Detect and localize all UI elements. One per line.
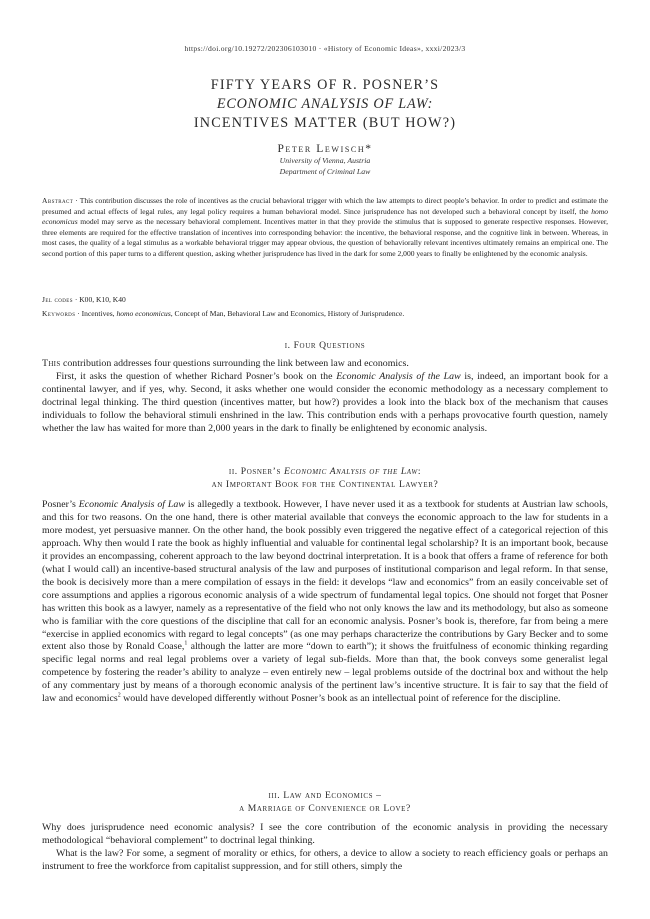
keywords-italic: homo economicus (116, 309, 171, 318)
section-2-body (42, 499, 608, 706)
jel-codes (42, 295, 608, 306)
keywords-text-2: , Concept of Man, Behavioral Law and Economics, History of Jurisprudence. (170, 309, 405, 318)
abstract-text-2: model may serve as the necessary behavioral complement. Incentives matter in that they provide the stimulus that is supposed to generate respective responses. However, three elements are required for the effective translation of incentives into corresponding behavior: the incentive, the behavioral response, and the cognitive link in between. Whereas, in most cases, the quality of a legal stimulus as a workable behavioral trigger may appear obvious, the question of behaviorally relevant incentives ultimately remains an empirical one. The second portion of this paper turns to a different question, asking whether jurisprudence has lived in the dark for some 2,000 years to finally be enlightened by the economic analysis. (42, 217, 608, 258)
section-2-para-1-b: is allegedly a textbook. However, I have never used it as a textbook for students at Austrian law schools, and this for two reasons. On the one hand, there is other material available that conveys the economic approach to the law for students in a more modest, yet persuasive manner. On the other hand, the book possibly even triggered the negative effect of a categorical rejection of this approach. Why then would I rate the book as highly influential and valuable for continental legal scholarship? It is an important book, because it provides an encompassing, coherent approach to the law beyond doctrinal interpretation. It is a book that offers a frame of reference for both (what I would call) an incentive-based structural analysis of the law and purposes of institutional comparison and legal reform. In that sense, the book is decisively more than a mere compilation of essays in the field: it develops “law and economics” from an easily conceivable set of core assumptions and applies a rigorous economic analysis of a wide spectrum of fundamental legal topics. One should not forget that Posner has written this book as a lawyer, namely as a representative of the field who not only knows the law and its methodology, but also as someone who is familiar with the core questions of the discipline that call for an economic analysis. Posner’s book is, therefore, far from being a mere “exercise in applied economics with regard to legal concepts” (as one may perhaps characterize the contributions by Gary Becker and to some extent also those by Ronald Coase, (42, 499, 609, 653)
section-2-heading-b: : (417, 466, 422, 477)
abstract-text-1: This contribution discusses the role of incentives as the crucial behavioral trigger with which the law attempts to direct people’s behavior. In order to predict and estimate the presumed and actual effects of legal rules, any legal policy requires a human behavioral model. Since jurisprudence has not developed such a behavioral concept by itself, the (42, 196, 609, 216)
author-affiliation-2: Department of Criminal Law (279, 167, 371, 176)
title-line-1: FIFTY YEARS OF R. POSNER’S (210, 77, 440, 93)
abstract-label: Abstract (42, 196, 74, 205)
author-name: Peter Lewisch* (277, 143, 373, 155)
section-1-book-title: Economic Analysis of the Law (336, 370, 461, 382)
author-affiliation-1: University of Vienna, Austria (279, 156, 371, 165)
keywords (42, 309, 608, 320)
section-3-heading (0, 790, 650, 815)
section-2-para-1-d: would have developed differently without Posner’s book as an intellectual point of reference for the discipline. (120, 693, 561, 705)
section-2-para-1-a: Posner’s (42, 499, 79, 510)
title-line-2: ECONOMIC ANALYSIS OF LAW: (216, 96, 434, 112)
section-3-para-2: What is the law? For some, a segment of morality or ethics, for others, a device to allow a society to reach efficiency goals or perhaps an instrument to free the workforce from capitalist suppression, and for still others, simply the (42, 847, 608, 872)
section-2-heading-italic: Economic Analysis of the Law (283, 466, 418, 477)
keywords-label: Keywords (42, 309, 76, 318)
section-1-para-1 (42, 358, 608, 371)
title-line-3: INCENTIVES MATTER (BUT HOW?) (193, 115, 457, 131)
section-1-heading: i. Four Questions (284, 340, 366, 351)
section-2-para-1-c: although the latter are more “down to earth”); it shows the fruitfulness of economic thinking regarding specific legal norms and real legal problems over a variety of legal sub-fields. More than that, the book conveys some generalist legal competence by fostering the reader’s ability to analyze – even entirely new – legal problems outside of the doctrinal box and without the help of any commentary just by means of a thorough economic analysis of the pertinent law’s incentive structure. It is fair to say that the field of law and economics (42, 641, 608, 705)
section-1-para-2-a: First, it asks the question of whether Richard Posner’s book on the (56, 370, 337, 382)
section-1-para-1-text: contribution addresses four questions surrounding the link between law and economics. (60, 358, 409, 369)
section-1-body (42, 358, 608, 436)
footnote-ref-2[interactable]: 2 (117, 693, 121, 699)
section-2-book-title: Economic Analysis of Law (78, 499, 185, 510)
section-2-heading-line-2: an Important Book for the Continental Lawyer? (211, 478, 439, 490)
jel-value: K00, K10, K40 (79, 295, 126, 304)
abstract-sep: · (73, 196, 80, 205)
keywords-sep: · (75, 309, 82, 318)
section-1-para-2-b: is, indeed, an important book for a continental lawyer, and if yes, why. Second, it asks whether one would consider the economic methodology as a necessary complement to doctrinal legal thinking. The third question (incentives matter, but how?) provides a look into the black box of the mechanism that causes individuals to follow the behavioral stimuli enshrined in the law. This contribution ends with a perhaps provocative fourth question, namely whether the law has waited for more than 2,000 years in the dark to finally be enlightened by economic analysis. (42, 370, 609, 434)
abstract (42, 196, 608, 260)
section-2-heading (0, 466, 650, 491)
title-block (0, 76, 650, 177)
section-2-para-1 (42, 499, 608, 706)
keywords-text-1: Incentives, (81, 309, 117, 318)
running-head: https://doi.org/10.19272/202306103010 · «History of Economic Ideas», xxxi/2023/3 (184, 44, 466, 53)
jel-label: Jel codes (42, 295, 73, 304)
footnote-ref-1[interactable]: 1 (184, 641, 188, 648)
section-3-heading-line-2: a Marriage of Convenience or Love? (239, 802, 411, 814)
section-3-para-1: Why does jurisprudence need economic analysis? I see the core contribution of the economic analysis in providing the necessary methodological “behavioral complement” to doctrinal legal thinking. (42, 822, 608, 846)
section-2-heading-line-1 (0, 466, 650, 479)
section-1-para-2 (42, 371, 608, 436)
jel-sep: · (72, 295, 80, 304)
section-3-heading-line-1: iii. Law and Economics – (268, 790, 382, 801)
abstract-italic: homo economicus (42, 206, 608, 227)
section-2-heading-a: ii. Posner’s (228, 466, 284, 477)
section-3-body (42, 822, 608, 874)
section-1-lead: This (42, 358, 61, 369)
